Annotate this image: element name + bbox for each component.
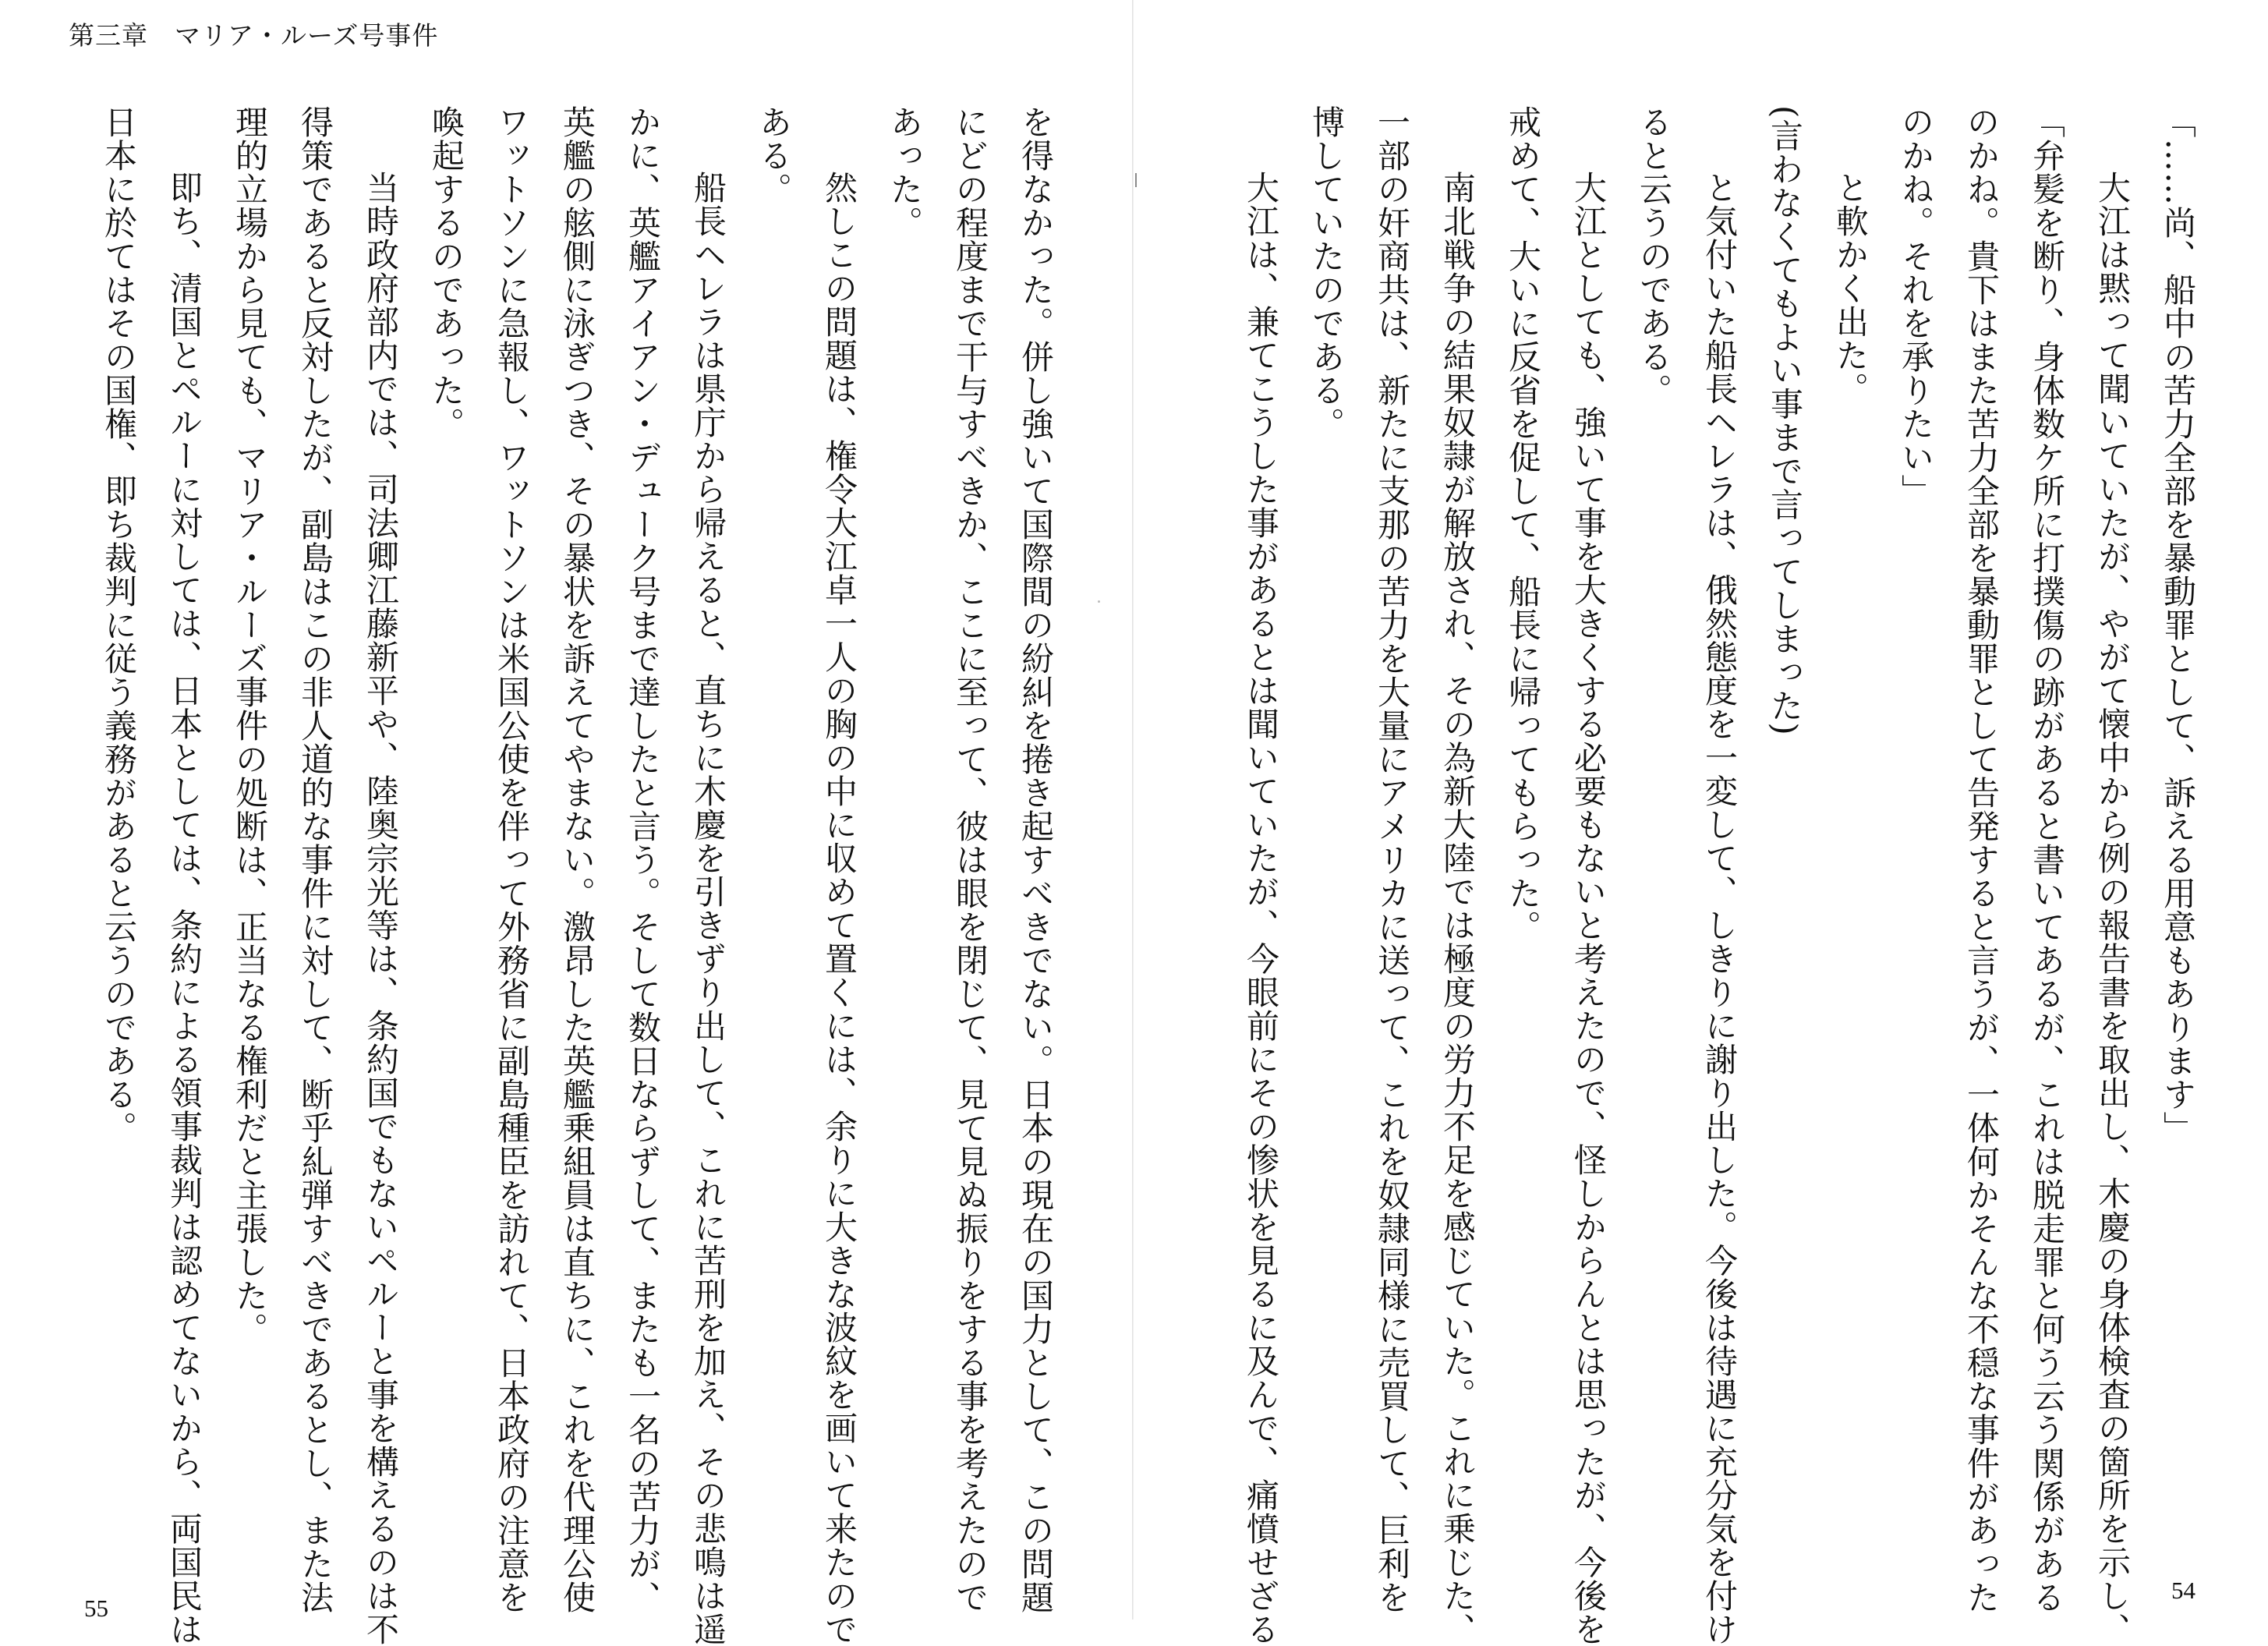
text-line: のかね。それを承りたい」	[1897, 105, 1935, 508]
text-line: 大江としても、強いて事を大きくする必要もないと考えたので、怪しからんとは思ったが、今後を	[1569, 171, 1608, 1646]
text-line: ると云うのである。	[1635, 105, 1673, 407]
text-line: 船長ヘレラは県庁から帰えると、直ちに木慶を引きずり出して、これに苦刑を加え、その悲鳴は遥	[689, 171, 727, 1646]
text-line: (言わなくてもよい事まで言ってしまった)	[1766, 105, 1804, 736]
text-line: 一部の奸商共は、新たに支那の苦力を大量にアメリカに送って、これを奴隷同様に売買して、巨利を	[1373, 105, 1411, 1614]
page-number-right: 54	[2171, 1577, 2195, 1604]
text-line: 即ち、清国とペルーに対しては、日本としては、条約による領事裁判は認めてないから、両国民は	[165, 171, 203, 1646]
text-line: 大江は黙って聞いていたが、やがて懐中から例の報告書を取出し、木慶の身体検査の箇所を示し、	[2093, 171, 2132, 1646]
text-line: 大江は、兼てこうした事があるとは聞いていたが、今眼前にその惨状を見るに及んで、痛憤せざる	[1242, 171, 1280, 1646]
text-line: 「弁髪を断り、身体数ケ所に打撲傷の跡があると書いてあるが、これは脱走罪と何う云う関係がある	[2028, 105, 2066, 1614]
text-line: かに、英艦アイアン・デューク号まで達したと言う。そして数日ならずして、またも一名の苦力が、	[624, 105, 662, 1614]
text-line: 得策であると反対したが、副島はこの非人道的な事件に対して、断乎糺弾すべきであるとし、また法	[296, 105, 334, 1614]
text-line: のかね。貴下はまた苦力全部を暴動罪として告発すると言うが、一体何かそんな不穏な事件があった	[1962, 105, 2001, 1614]
text-line: ワットソンに急報し、ワットソンは米国公使を伴って外務省に副島種臣を訪れて、日本政府の注意を	[493, 105, 531, 1614]
text-line: あった。	[886, 105, 924, 239]
text-line: を得なかった。併し強いて国際間の紛糾を捲き起すべきでない。日本の現在の国力として、この問題	[1017, 105, 1055, 1614]
paper-speck	[1098, 600, 1100, 603]
running-head: 第三章 マリア・ルーズ号事件	[69, 20, 439, 51]
text-line: と軟かく出た。	[1831, 171, 1870, 405]
gutter	[1132, 0, 1134, 1619]
text-line: 然しこの問題は、権令大江卓一人の胸の中に収めて置くには、余りに大きな波紋を画いて来たので	[820, 171, 858, 1646]
text-line: 日本に於てはその国権、即ち裁判に従う義務があると云うのである。	[100, 105, 138, 1145]
text-line: と気付いた船長ヘレラは、俄然態度を一変して、しきりに謝り出した。今後は待遇に充分気を付け	[1700, 171, 1739, 1646]
text-line: 「……尚、船中の苦力全部を暴動罪として、訴える用意もあります」	[2159, 105, 2197, 1145]
text-line: 南北戦争の結果奴隷が解放され、その為新大陸では極度の労力不足を感じていた。これに乗じた、	[1438, 171, 1477, 1646]
text-line: ある。	[755, 105, 793, 206]
right-page	[1134, 0, 2268, 1646]
text-line: 戒めて、大いに反省を促して、船長に帰ってもらった。	[1504, 105, 1542, 943]
text-line: 当時政府部内では、司法卿江藤新平や、陸奥宗光等は、条約国でもないペルーと事を構えるのは不	[362, 171, 400, 1646]
text-line: 英艦の舷側に泳ぎつき、その暴状を訴えてやまない。激昂した英艦乗組員は直ちに、これを代理公使	[558, 105, 596, 1614]
text-line: にどの程度まで干与すべきか、ここに至って、彼は眼を閉じて、見て見ぬ振りをする事を考えたので	[951, 105, 989, 1614]
text-line: 喚起するのであった。	[427, 105, 465, 441]
text-line: 理的立場から見ても、マリア・ルーズ事件の処断は、正当なる権利だと主張した。	[231, 105, 269, 1346]
text-line: 博していたのである。	[1307, 105, 1346, 441]
page-number-left: 55	[84, 1595, 108, 1622]
